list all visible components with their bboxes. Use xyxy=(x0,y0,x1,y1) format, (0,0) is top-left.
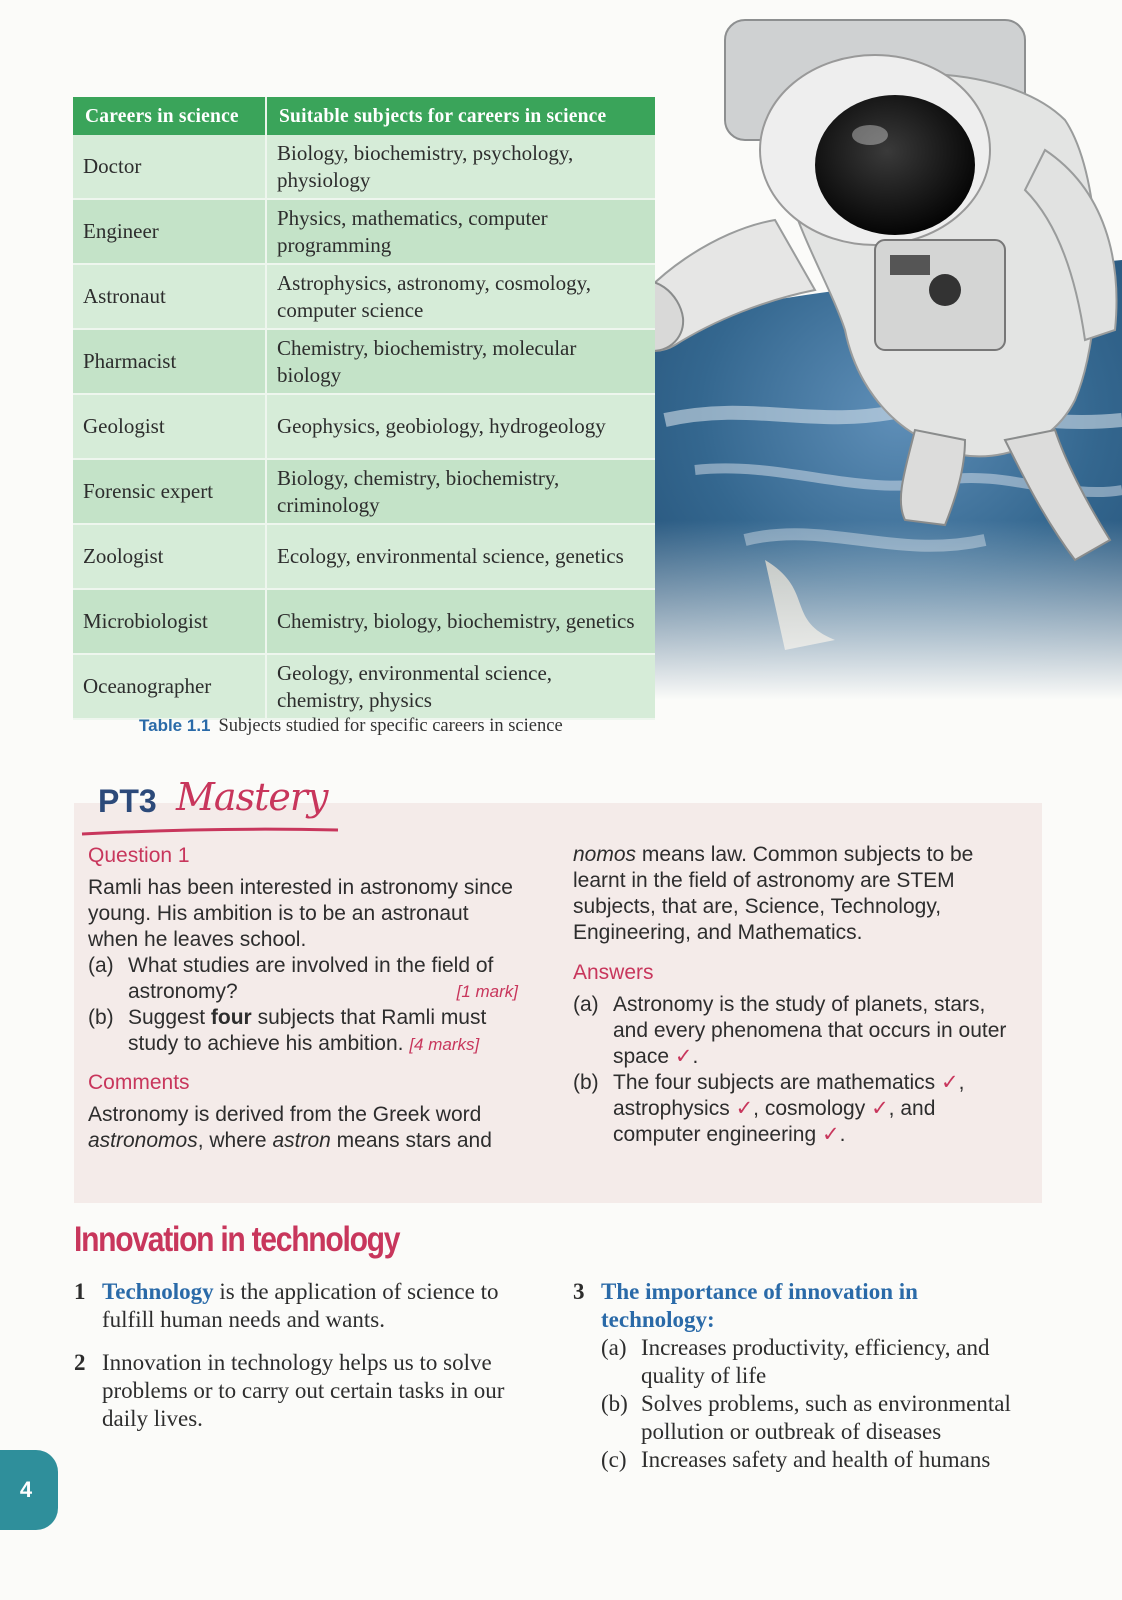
career-cell: Engineer xyxy=(73,199,266,264)
table-caption-text: Subjects studied for specific careers in science xyxy=(218,716,563,736)
mastery-title-script: Mastery xyxy=(176,775,328,819)
table-caption-label: Table 1.1 xyxy=(139,716,211,735)
sub-item-text: Solves problems, such as environmental pollution or outbreak of diseases xyxy=(641,1391,1011,1444)
question-part-b-text-1: Suggest xyxy=(128,1006,206,1029)
career-cell: Microbiologist xyxy=(73,589,266,654)
tick-icon: ✓ xyxy=(735,1097,754,1120)
table-row xyxy=(73,264,655,329)
sub-item xyxy=(601,1334,1028,1390)
comments-italic-term: astronomos xyxy=(88,1129,198,1152)
comments-text-part: means law. Common subjects to be learnt in the field of astronomy are STEM subjects, that are, Science, Technology, Engineering, and Mathematics. xyxy=(573,843,974,944)
table-row xyxy=(73,524,655,589)
answer-part-b-text: , astrophysics xyxy=(613,1071,965,1120)
question-part-b xyxy=(88,1005,518,1058)
sub-item xyxy=(601,1390,1028,1446)
answer-part-b-text: , and computer engineering xyxy=(613,1097,936,1146)
comments-text-part: , where xyxy=(197,1129,267,1152)
list-item xyxy=(573,1278,1028,1474)
subjects-cell: Biology, chemistry, biochemistry, criminology xyxy=(266,459,655,524)
comments-italic-term: astron xyxy=(272,1129,331,1152)
answer-part-a-label: (a) xyxy=(573,993,599,1016)
astronaut-illustration xyxy=(605,0,1122,700)
subjects-cell: Physics, mathematics, computer programming xyxy=(266,199,655,264)
question-part-b-text-2: subjects that Ramli must study to achieve his ambition. xyxy=(128,1006,487,1055)
mastery-underline xyxy=(80,826,340,838)
table-row xyxy=(73,329,655,394)
question-heading: Question 1 xyxy=(88,844,190,867)
sub-item-text: Increases productivity, efficiency, and quality of life xyxy=(641,1335,990,1388)
subjects-cell: Geophysics, geobiology, hydrogeology xyxy=(266,394,655,459)
comments-text-part: means stars and xyxy=(336,1129,492,1152)
answer-part-b-text: The four subjects are mathematics xyxy=(613,1071,936,1094)
tick-icon: ✓ xyxy=(871,1097,889,1120)
table-row xyxy=(73,394,655,459)
tick-icon: ✓ xyxy=(940,1071,959,1094)
keyword: The importance of innovation in technology: xyxy=(601,1279,918,1332)
answer-part-b-label: (b) xyxy=(573,1071,599,1094)
careers-table xyxy=(73,97,655,720)
career-cell: Zoologist xyxy=(73,524,266,589)
question-part-a xyxy=(88,953,518,1005)
question-part-a-label: (a) xyxy=(88,954,114,977)
table-row xyxy=(73,135,655,199)
list-item-text: is the application of science to fulfill human needs and wants. xyxy=(102,1279,499,1332)
list-item-number: 1 xyxy=(74,1279,86,1304)
table-row xyxy=(73,459,655,524)
question-intro: Ramli has been interested in astronomy since young. His ambition is to be an astronaut when he leaves school. xyxy=(88,876,513,951)
keyword: Technology xyxy=(102,1279,214,1304)
table-row xyxy=(73,589,655,654)
sub-item-text: Increases safety and health of humans xyxy=(641,1447,991,1472)
table-header-row xyxy=(73,97,655,135)
column-header-careers: Careers in science xyxy=(73,97,266,135)
mastery-title-prefix: PT3 xyxy=(98,783,157,819)
sub-item xyxy=(601,1446,1028,1474)
subjects-cell: Geology, environmental science, chemistry, physics xyxy=(266,654,655,719)
sub-item-label: (b) xyxy=(601,1391,628,1416)
career-cell: Astronaut xyxy=(73,264,266,329)
sub-item-label: (a) xyxy=(601,1335,627,1360)
sub-item-label: (c) xyxy=(601,1447,627,1472)
table-row xyxy=(73,654,655,719)
career-cell: Pharmacist xyxy=(73,329,266,394)
list-item xyxy=(74,1278,534,1334)
table-caption xyxy=(139,716,563,737)
question-part-a-marks: [1 mark] xyxy=(456,982,518,1001)
career-cell: Geologist xyxy=(73,394,266,459)
question-part-b-marks: [4 marks] xyxy=(409,1035,480,1054)
list-item xyxy=(74,1349,534,1433)
comments-italic-term: nomos xyxy=(573,843,637,866)
question-part-a-text: What studies are involved in the field of astronomy? xyxy=(128,954,494,1003)
list-item-number: 2 xyxy=(74,1350,86,1375)
career-cell: Doctor xyxy=(73,135,266,199)
list-item-text: Innovation in technology helps us to solve problems or to carry out certain tasks in our daily lives. xyxy=(102,1350,505,1431)
innovation-right-column xyxy=(573,1278,1028,1474)
section-heading: Innovation in technology xyxy=(74,1220,400,1259)
career-cell: Oceanographer xyxy=(73,654,266,719)
answers-heading: Answers xyxy=(573,961,654,984)
comments-continued xyxy=(573,842,1013,946)
comments-text xyxy=(88,1102,518,1154)
mastery-right-column xyxy=(573,842,1013,1148)
subjects-cell: Chemistry, biochemistry, molecular biology xyxy=(266,329,655,394)
mastery-left-column xyxy=(88,843,518,1154)
subjects-cell: Ecology, environmental science, genetics xyxy=(266,524,655,589)
innovation-left-column xyxy=(74,1278,534,1448)
comments-heading: Comments xyxy=(88,1071,190,1094)
answer-part-a-text: Astronomy is the study of planets, stars, and every phenomena that occurs in outer space xyxy=(613,993,1007,1068)
column-header-subjects: Suitable subjects for careers in science xyxy=(266,97,655,135)
subjects-cell: Biology, biochemistry, psychology, physiology xyxy=(266,135,655,199)
question-part-b-label: (b) xyxy=(88,1006,114,1029)
answer-part-b-text: , cosmology xyxy=(753,1097,866,1120)
question-part-b-emphasis: four xyxy=(210,1006,252,1029)
answer-part-b: (b) The four subjects are mathematics ✓, astrophysics ✓, cosmology ✓, and computer engineering ✓. xyxy=(573,1071,965,1146)
answer-part-a: (a) Astronomy is the study of planets, stars, and every phenomena that occurs in outer space ✓. xyxy=(573,993,1007,1068)
list-item-number: 3 xyxy=(573,1279,585,1304)
subjects-cell: Chemistry, biology, biochemistry, genetics xyxy=(266,589,655,654)
page-number: 4 xyxy=(0,1450,58,1530)
comments-text-part: Astronomy is derived from the Greek word xyxy=(88,1103,482,1126)
career-cell: Forensic expert xyxy=(73,459,266,524)
subjects-cell: Astrophysics, astronomy, cosmology, computer science xyxy=(266,264,655,329)
tick-icon: ✓ xyxy=(674,1045,693,1068)
tick-icon: ✓ xyxy=(821,1123,840,1146)
table-row xyxy=(73,199,655,264)
